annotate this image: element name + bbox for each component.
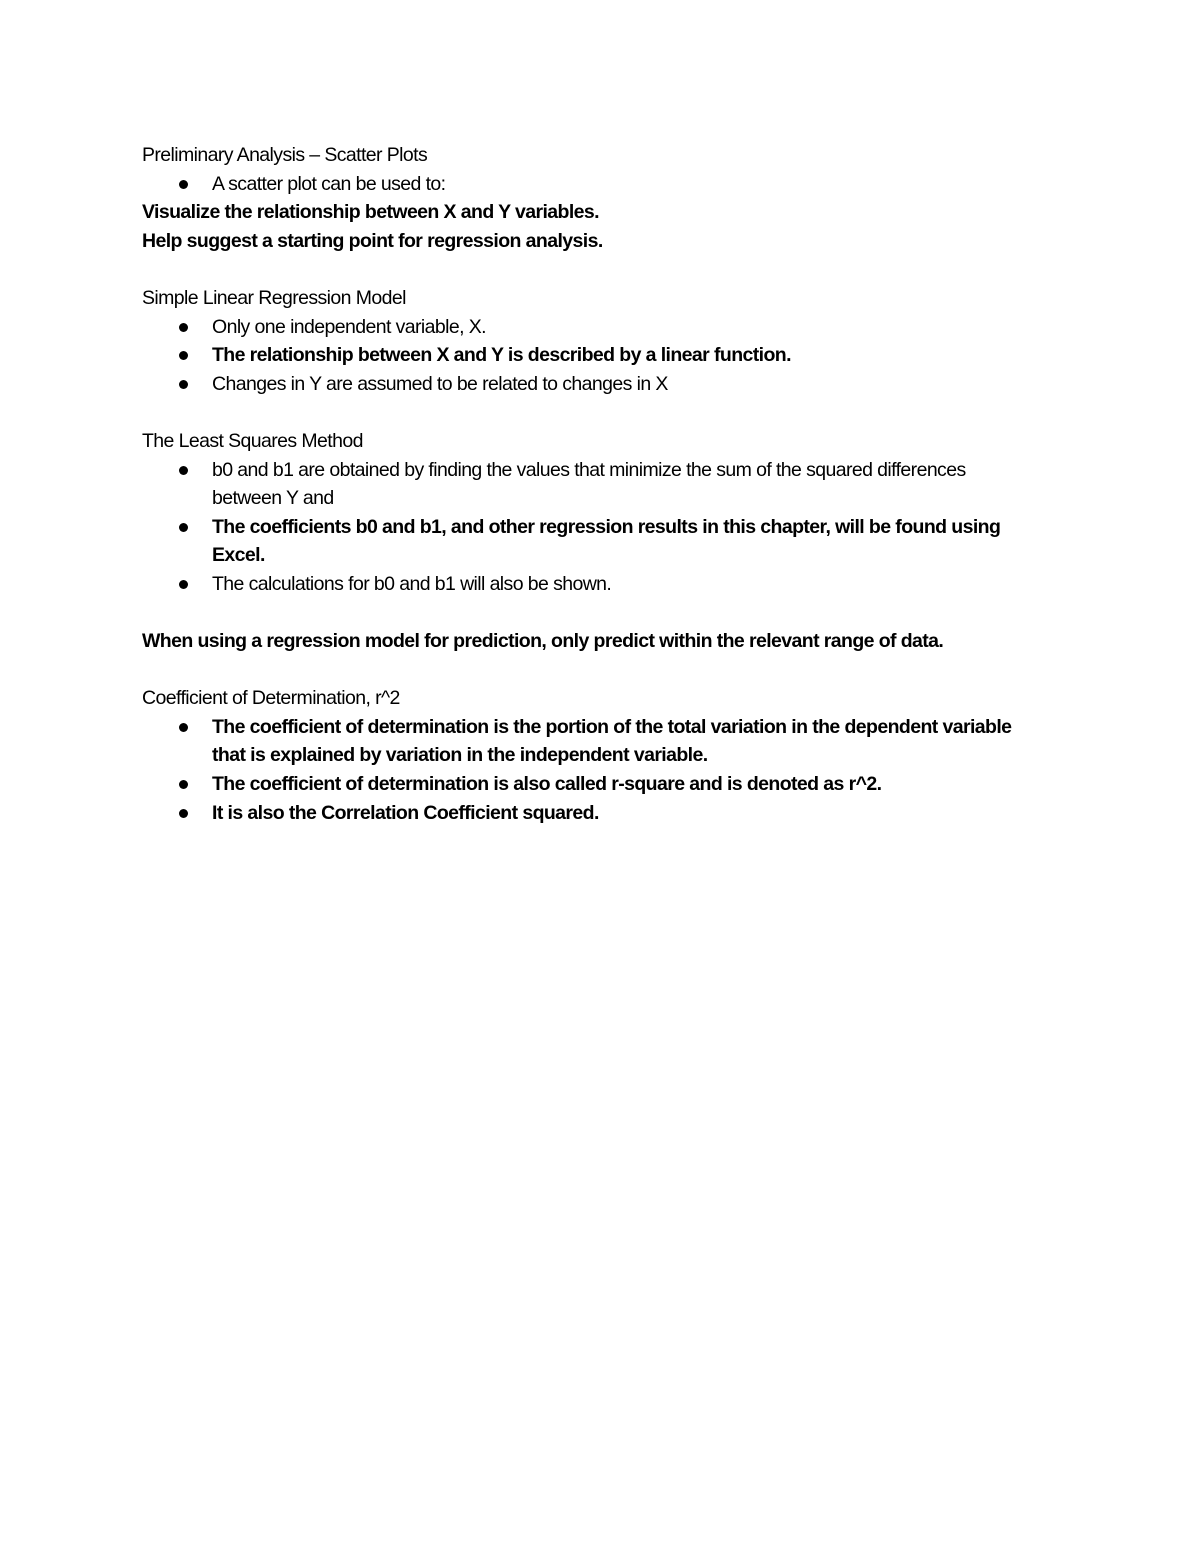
document-page	[142, 141, 1042, 827]
bullet-icon	[179, 351, 188, 360]
section-heading: Preliminary Analysis – Scatter Plots	[142, 144, 428, 166]
section-prediction-note	[142, 627, 1042, 656]
bullet-text: b0 and b1 are obtained by finding the values that minimize the sum of the squared differences between Y and	[212, 458, 966, 510]
bullet-text: It is also the Correlation Coefficient squared.	[212, 801, 599, 824]
bullet-text: The coefficients b0 and b1, and other regression results in this chapter, will be found using Excel.	[212, 515, 1001, 567]
section-coefficient-of-determination	[142, 684, 1042, 827]
section-scatter-plots	[142, 141, 1042, 255]
bullet-list	[142, 313, 1042, 399]
bullet-item	[212, 170, 1032, 199]
bullet-icon	[179, 466, 188, 475]
body-line: Visualize the relationship between X and Y variables.	[142, 201, 599, 224]
bullet-text: The coefficient of determination is the portion of the total variation in the dependent variable that is explained by variation in the independent variable.	[212, 715, 1012, 767]
bullet-list	[142, 713, 1042, 827]
section-heading: Simple Linear Regression Model	[142, 286, 406, 309]
bullet-list	[142, 170, 1042, 199]
bullet-item	[212, 313, 1032, 342]
bullet-text: A scatter plot can be used to:	[212, 172, 446, 195]
bullet-item	[212, 341, 1032, 370]
bullet-icon	[179, 809, 188, 818]
body-line: Help suggest a starting point for regression analysis.	[142, 229, 603, 252]
section-heading: The Least Squares Method	[142, 429, 363, 452]
bullet-icon	[179, 180, 188, 189]
bullet-icon	[179, 780, 188, 789]
body-line: When using a regression model for prediction, only predict within the relevant range of data.	[142, 630, 944, 653]
bullet-item	[212, 799, 1032, 828]
bullet-item	[212, 370, 1032, 399]
bullet-icon	[179, 380, 188, 389]
section-least-squares	[142, 427, 1042, 599]
bullet-item	[212, 570, 1032, 599]
bullet-item	[212, 713, 1032, 770]
bullet-text: The calculations for b0 and b1 will also be shown.	[212, 572, 612, 595]
bullet-text: The coefficient of determination is also called r-square and is denoted as r^2.	[212, 773, 882, 796]
bullet-item	[212, 456, 1032, 513]
bullet-icon	[179, 580, 188, 589]
bullet-list	[142, 456, 1042, 599]
bullet-icon	[179, 723, 188, 732]
section-simple-linear-regression	[142, 284, 1042, 398]
bullet-item	[212, 770, 1032, 799]
section-heading: Coefficient of Determination, r^2	[142, 687, 400, 710]
bullet-text: The relationship between X and Y is described by a linear function.	[212, 344, 791, 367]
bullet-icon	[179, 323, 188, 332]
bullet-icon	[179, 523, 188, 532]
bullet-text: Only one independent variable, X.	[212, 315, 486, 338]
bullet-text: Changes in Y are assumed to be related to changes in X	[212, 372, 668, 395]
bullet-item	[212, 513, 1032, 570]
